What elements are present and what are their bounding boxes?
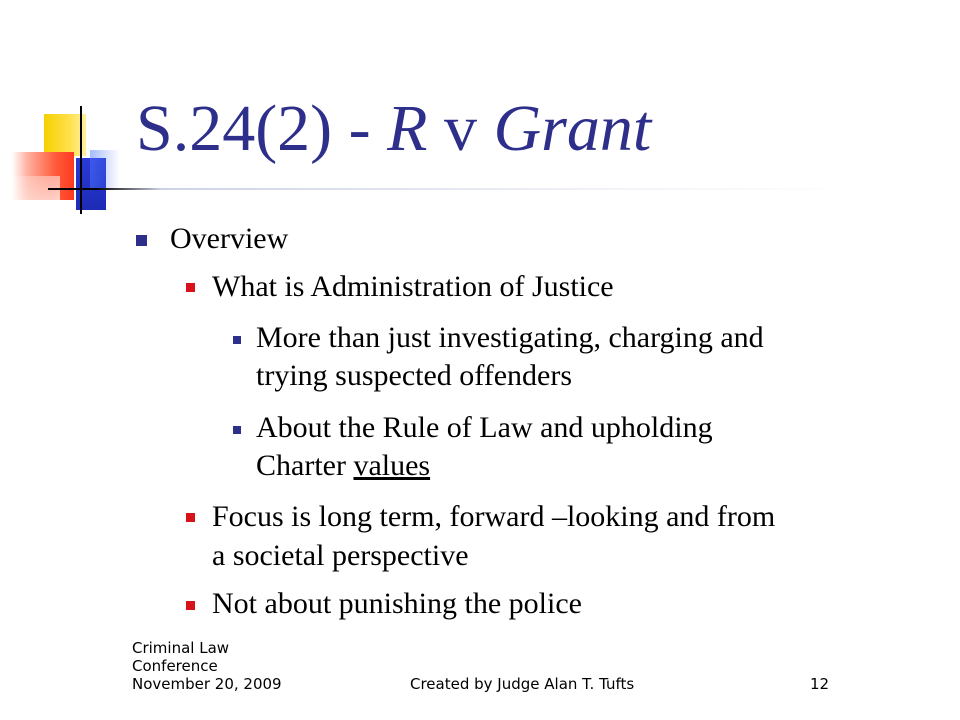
footer-conference-line1: Criminal Law [132,639,230,657]
bullet-focus-line2: a societal perspective [212,539,469,572]
bullet-sub1-line2: trying suspected offenders [256,359,573,392]
title-prefix: S.24(2) - [136,92,388,165]
bullet-square-icon [186,601,195,610]
footer-conference-line2: Conference [132,657,218,675]
bullet-sub2-underlined: values [353,449,431,482]
bullet-square-icon [233,426,241,434]
footer-date: November 20, 2009 [132,675,282,693]
bullet-not-about: Not about punishing the police [212,587,582,620]
footer-page-number: 12 [810,675,830,693]
bullet-sub2-line1: About the Rule of Law and upholding [256,411,713,444]
logo-vertical-line [80,106,82,214]
bullet-sub2-prefix: Charter [256,449,354,482]
bullet-focus-line1: Focus is long term, forward –looking and from [212,500,776,533]
logo-blue-glow [90,150,120,188]
title-case-name: Grant [493,92,652,165]
title-case-v: v [427,92,494,165]
bullet-overview: Overview [170,222,289,255]
logo-red-fade [0,176,60,216]
title-underline-rule [48,188,858,190]
bullet-square-icon [186,513,195,522]
bullet-square-icon [136,235,147,246]
bullet-what-is: What is Administration of Justice [212,270,614,303]
bullet-sub2-line2 [256,448,430,484]
bullet-square-icon [186,283,195,292]
footer-conference [132,639,282,693]
title-case-r: R [387,92,428,165]
slide-title [136,92,652,165]
bullet-square-icon [233,336,241,344]
bullet-sub1-line1: More than just investigating, charging and [256,321,764,354]
footer-author: Created by Judge Alan T. Tufts [410,675,635,693]
